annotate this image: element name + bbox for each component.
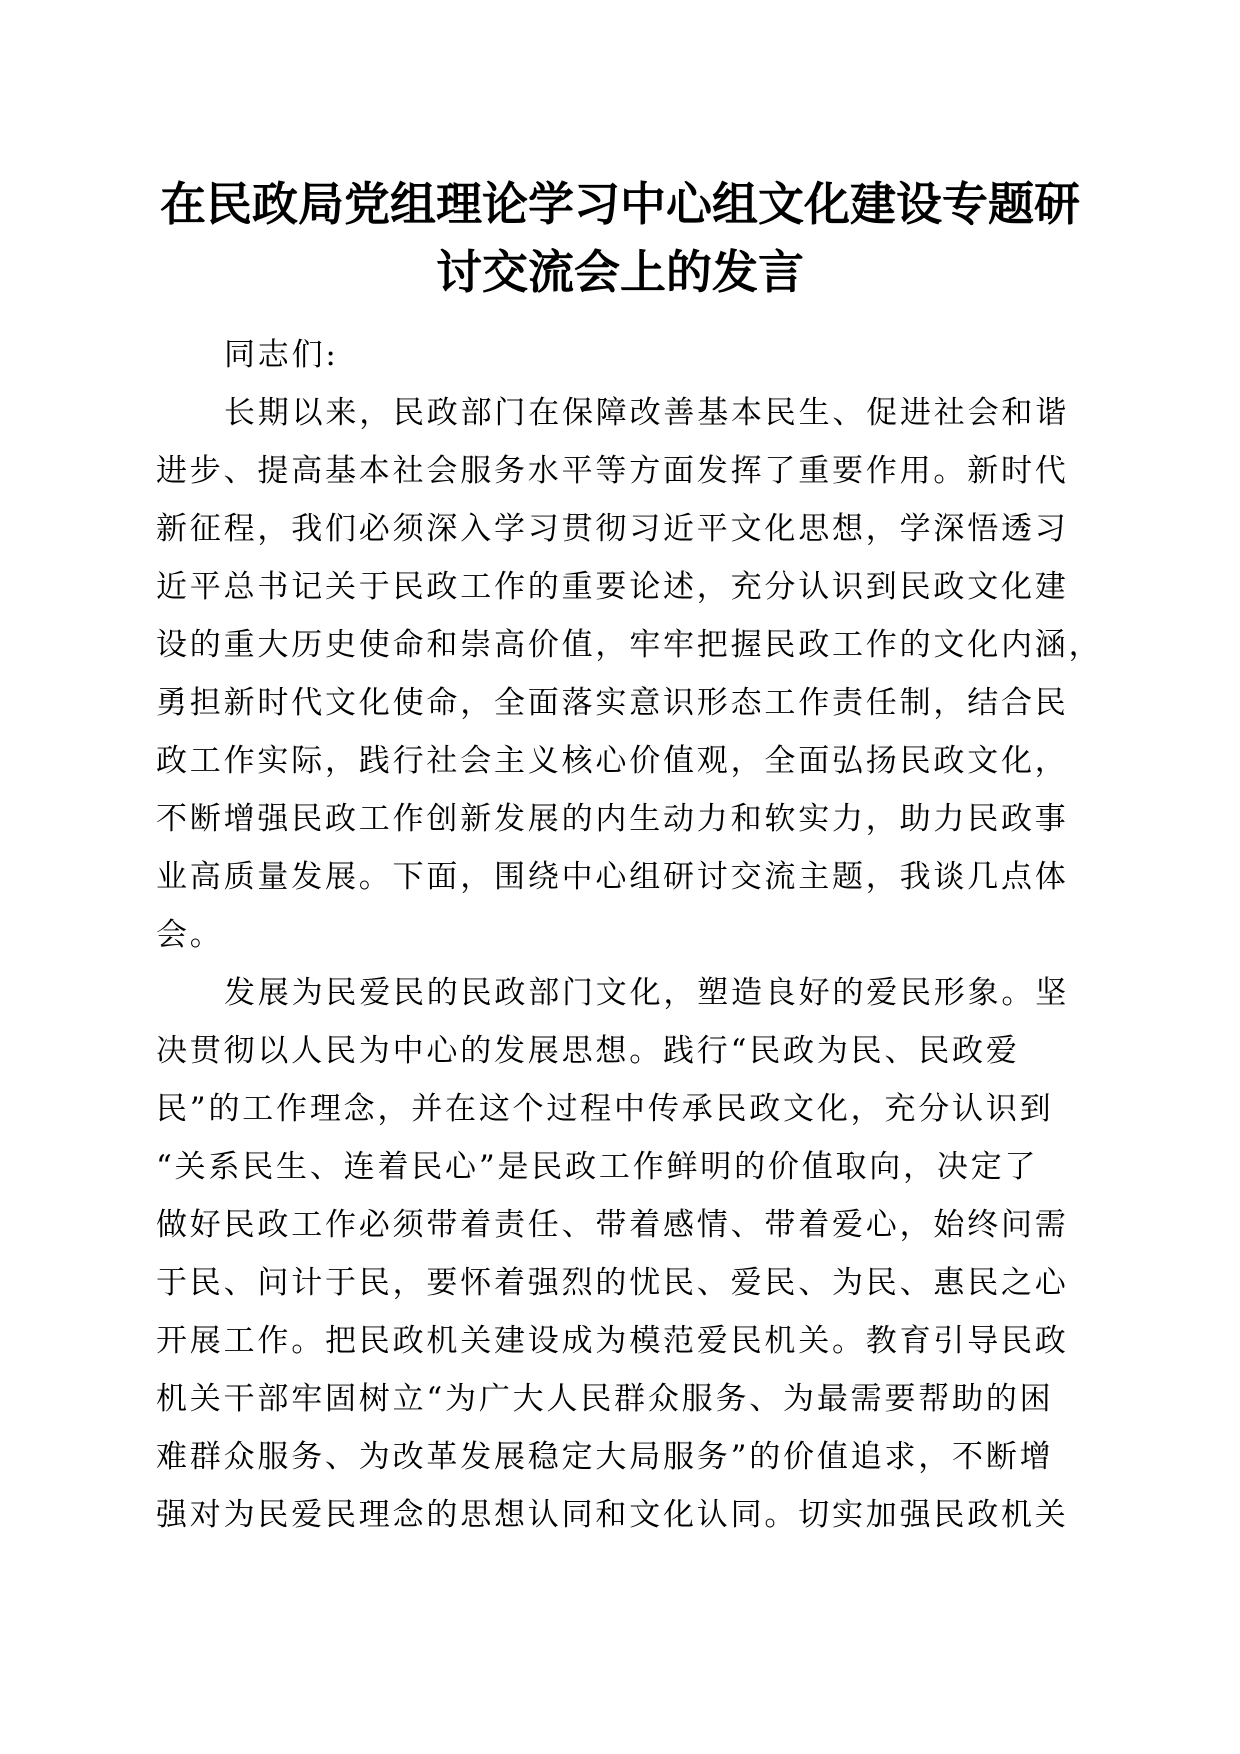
paragraph-line: 进步、提高基本社会服务水平等方面发挥了重要作用。新时代 [156,453,1069,489]
paragraph-line: 民”的工作理念，并在这个过程中传承民政文化，充分认识到 [156,1091,1054,1127]
salutation-text: 同志们: [224,337,339,373]
paragraph-line: 机关干部牢固树立“为广大人民群众服务、为最需要帮助的困 [156,1381,1054,1417]
paragraph-line: 业高质量发展。下面，围绕中心组研讨交流主题，我谈几点体 [156,859,1069,895]
salutation [156,326,1086,384]
title-line-1: 在民政局党组理论学习中心组文化建设专题研 [160,177,1080,231]
paragraph-line: 开展工作。把民政机关建设成为模范爱民机关。教育引导民政 [156,1323,1069,1359]
paragraph-line: “关系民生、连着民心”是民政工作鲜明的价值取向，决定了 [156,1149,1039,1185]
paragraph-line: 强对为民爱民理念的思想认同和文化认同。切实加强民政机关 [156,1497,1069,1533]
paragraph-2 [156,964,1086,1544]
paragraph-line: 做好民政工作必须带着责任、带着感情、带着爱心，始终问需 [156,1207,1069,1243]
paragraph-line: 政工作实际，践行社会主义核心价值观，全面弘扬民政文化， [156,743,1069,779]
paragraph-line: 难群众服务、为改革发展稳定大局服务”的价值追求，不断增 [156,1439,1054,1475]
paragraph-1 [156,384,1103,964]
paragraph-line: 近平总书记关于民政工作的重要论述，充分认识到民政文化建 [156,569,1069,605]
paragraph-line: 发展为民爱民的民政部门文化，塑造良好的爱民形象。坚 [224,975,1069,1011]
paragraph-line: 新征程，我们必须深入学习贯彻习近平文化思想，学深悟透习 [156,511,1069,547]
paragraph-line: 不断增强民政工作创新发展的内生动力和软实力，助力民政事 [156,801,1069,837]
paragraph-line: 长期以来，民政部门在保障改善基本民生、促进社会和谐 [224,395,1069,431]
paragraph-line: 设的重大历史使命和崇高价值，牢牢把握民政工作的文化内涵， [156,627,1103,663]
document-body [156,326,1103,1544]
paragraph-line: 勇担新时代文化使命，全面落实意识形态工作责任制，结合民 [156,685,1069,721]
document-title [150,170,1090,306]
paragraph-line: 会。 [156,917,224,953]
paragraph-line: 决贯彻以人民为中心的发展思想。践行“民政为民、民政爱 [156,1033,1020,1069]
title-line-2: 讨交流会上的发言 [436,245,804,299]
paragraph-line: 于民、问计于民，要怀着强烈的忧民、爱民、为民、惠民之心 [156,1265,1069,1301]
